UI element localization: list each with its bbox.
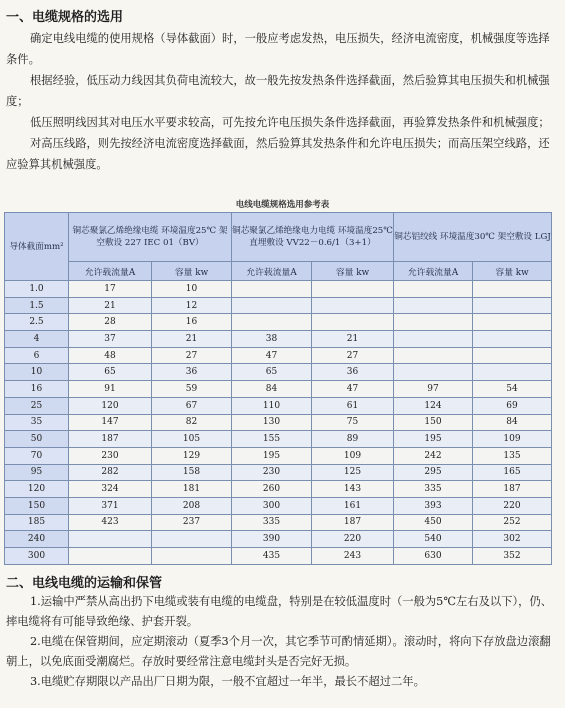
table-cell: 155	[232, 431, 312, 448]
table-row	[5, 514, 552, 531]
table-cell: 423	[69, 514, 152, 531]
table-cell	[473, 297, 552, 314]
subheader-current: 允许载流量A	[69, 262, 152, 281]
table-cell: 390	[232, 531, 312, 548]
table-cell: 242	[394, 447, 473, 464]
subheader-capacity: 容量 kw	[473, 262, 552, 281]
table-cell: 450	[394, 514, 473, 531]
table-cell: 120	[69, 397, 152, 414]
cable-spec-table	[4, 212, 552, 565]
table-cell: 54	[473, 381, 552, 398]
table-row	[5, 314, 552, 331]
table-cell: 10	[152, 281, 232, 298]
table-cell: 21	[69, 297, 152, 314]
table-cell: 165	[473, 464, 552, 481]
table-row	[5, 531, 552, 548]
table-cell: 37	[69, 331, 152, 348]
table-row	[5, 364, 552, 381]
table-row	[5, 431, 552, 448]
table-cell	[232, 297, 312, 314]
cell-section: 95	[5, 464, 69, 481]
table-row	[5, 464, 552, 481]
subheader-capacity: 容量 kw	[152, 262, 232, 281]
table-cell: 195	[394, 431, 473, 448]
table-cell	[473, 347, 552, 364]
cell-section: 6	[5, 347, 69, 364]
table-cell: 335	[232, 514, 312, 531]
table-cell	[232, 281, 312, 298]
section1-heading: 一、电缆规格的选用	[6, 10, 124, 25]
table-cell: 109	[312, 447, 394, 464]
section2-paragraph-2: 2.电缆在保管期间，应定期滚动（夏季3个月一次，其它季节可酌情延期）。滚动时，将向下存放盘边滚翻朝上，以免底面受潮腐烂。存放时要经常注意电缆封头是否完好无损。	[6, 635, 551, 668]
table-cell: 187	[69, 431, 152, 448]
table-row	[5, 297, 552, 314]
table-cell: 16	[152, 314, 232, 331]
table-cell: 48	[69, 347, 152, 364]
table-cell: 12	[152, 297, 232, 314]
table-cell	[473, 331, 552, 348]
table-cell: 84	[473, 414, 552, 431]
header-group-vv22: 铜芯聚氯乙烯绝缘电力电缆 环境温度25℃ 直埋敷设 VV22－0.6/1（3+1）	[232, 213, 394, 262]
table-cell: 129	[152, 447, 232, 464]
table-cell: 161	[312, 497, 394, 514]
table-cell: 59	[152, 381, 232, 398]
table-cell: 110	[232, 397, 312, 414]
table-row	[5, 347, 552, 364]
table-cell: 124	[394, 397, 473, 414]
table-cell: 105	[152, 431, 232, 448]
table-cell	[312, 281, 394, 298]
table-cell: 125	[312, 464, 394, 481]
table-cell: 243	[312, 548, 394, 565]
table-cell: 324	[69, 481, 152, 498]
cell-section: 1.5	[5, 297, 69, 314]
table-cell	[152, 531, 232, 548]
table-cell: 300	[232, 497, 312, 514]
table-cell: 150	[394, 414, 473, 431]
table-cell: 82	[152, 414, 232, 431]
table-cell: 220	[473, 497, 552, 514]
table-cell	[473, 281, 552, 298]
header-group-bv: 铜芯聚氯乙烯绝缘电缆 环境温度25℃ 架空敷设 227 IEC 01（BV）	[69, 213, 232, 262]
section1-paragraph-2: 根据经验，低压动力线因其负荷电流较大，故一般先按发热条件选择截面，然后验算其电压损失和机械强度；	[6, 74, 550, 108]
cell-section: 16	[5, 381, 69, 398]
subheader-current: 允许载流量A	[232, 262, 312, 281]
cell-section: 35	[5, 414, 69, 431]
table-cell: 260	[232, 481, 312, 498]
table-cell: 47	[312, 381, 394, 398]
section1-paragraph-1: 确定电线电缆的使用规格（导体截面）时，一般应考虑发热，电压损失，经济电流密度，机械强度等选择条件。	[6, 32, 550, 66]
header-conductor-section: 导体截面mm²	[5, 213, 69, 281]
table-cell: 36	[152, 364, 232, 381]
table-cell: 302	[473, 531, 552, 548]
table-cell: 65	[69, 364, 152, 381]
table-cell: 435	[232, 548, 312, 565]
table-cell: 97	[394, 381, 473, 398]
cell-section: 185	[5, 514, 69, 531]
table-cell: 36	[312, 364, 394, 381]
table-cell: 17	[69, 281, 152, 298]
table-row	[5, 281, 552, 298]
table-cell: 630	[394, 548, 473, 565]
table-cell: 21	[152, 331, 232, 348]
table-cell: 67	[152, 397, 232, 414]
table-cell: 109	[473, 431, 552, 448]
cell-section: 300	[5, 548, 69, 565]
table-row	[5, 414, 552, 431]
table-cell: 65	[232, 364, 312, 381]
cell-section: 4	[5, 331, 69, 348]
table-cell: 61	[312, 397, 394, 414]
table-caption: 电线电缆规格选用参考表	[235, 200, 330, 210]
table-cell: 187	[312, 514, 394, 531]
table-cell: 27	[312, 347, 394, 364]
table-cell: 147	[69, 414, 152, 431]
table-cell: 393	[394, 497, 473, 514]
table-cell	[69, 548, 152, 565]
section1-body	[6, 28, 554, 175]
table-cell: 69	[473, 397, 552, 414]
table-cell: 540	[394, 531, 473, 548]
table-cell	[394, 364, 473, 381]
table-body	[5, 281, 552, 565]
table-cell: 195	[232, 447, 312, 464]
table-cell: 89	[312, 431, 394, 448]
table-cell: 208	[152, 497, 232, 514]
table-cell: 220	[312, 531, 394, 548]
table-cell: 27	[152, 347, 232, 364]
table-cell	[394, 347, 473, 364]
cell-section: 120	[5, 481, 69, 498]
table-cell: 158	[152, 464, 232, 481]
table-cell: 143	[312, 481, 394, 498]
table-cell: 130	[232, 414, 312, 431]
table-cell	[473, 314, 552, 331]
table-cell: 84	[232, 381, 312, 398]
table-cell	[394, 331, 473, 348]
table-cell: 352	[473, 548, 552, 565]
table-cell	[394, 281, 473, 298]
table-cell: 237	[152, 514, 232, 531]
table-cell	[394, 297, 473, 314]
table-row	[5, 381, 552, 398]
table-cell	[69, 531, 152, 548]
section2-heading: 二、电线电缆的运输和保管	[6, 576, 163, 591]
table-row	[5, 447, 552, 464]
table-cell: 335	[394, 481, 473, 498]
section2-body	[6, 592, 554, 692]
table-cell: 230	[232, 464, 312, 481]
subheader-capacity: 容量 kw	[312, 262, 394, 281]
table-cell: 371	[69, 497, 152, 514]
table-row	[5, 548, 552, 565]
table-cell: 187	[473, 481, 552, 498]
section2-paragraph-3: 3.电缆贮存期限以产品出厂日期为限，一般不宜超过一年半，最长不超过二年。	[30, 675, 425, 688]
table-cell: 47	[232, 347, 312, 364]
table-cell: 252	[473, 514, 552, 531]
cell-section: 2.5	[5, 314, 69, 331]
table-row	[5, 497, 552, 514]
table-cell: 135	[473, 447, 552, 464]
table-cell: 295	[394, 464, 473, 481]
cell-section: 1.0	[5, 281, 69, 298]
header-group-lgj: 铜芯铝绞线 环境温度30℃ 架空敷设 LGJ	[394, 213, 552, 262]
cell-section: 150	[5, 497, 69, 514]
table-cell: 38	[232, 331, 312, 348]
table-cell: 21	[312, 331, 394, 348]
table-cell: 282	[69, 464, 152, 481]
cell-section: 70	[5, 447, 69, 464]
table-cell: 75	[312, 414, 394, 431]
cell-section: 25	[5, 397, 69, 414]
table-cell: 91	[69, 381, 152, 398]
cell-section: 240	[5, 531, 69, 548]
section1-paragraph-4: 对高压线路，则先按经济电流密度选择截面，然后验算其发热条件和允许电压损失；而高压架空线路，还应验算其机械强度。	[6, 137, 550, 171]
cell-section: 50	[5, 431, 69, 448]
table-cell	[312, 297, 394, 314]
cell-section: 10	[5, 364, 69, 381]
section2-paragraph-1: 1.运输中严禁从高出扔下电缆或装有电缆的电缆盘，特别是在较低温度时（一般为5℃左右及以下），仍、摔电缆将有可能导致绝缘、护套开裂。	[6, 595, 553, 628]
table-cell	[152, 548, 232, 565]
table-cell: 28	[69, 314, 152, 331]
table-cell	[473, 364, 552, 381]
table-cell	[312, 314, 394, 331]
table-cell: 181	[152, 481, 232, 498]
subheader-current: 允许载流量A	[394, 262, 473, 281]
table-cell	[232, 314, 312, 331]
table-cell	[394, 314, 473, 331]
section1-paragraph-3: 低压照明线因其对电压水平要求较高，可先按允许电压损失条件选择截面，再验算发热条件和机械强度；	[30, 116, 550, 129]
table-row	[5, 331, 552, 348]
table-cell: 230	[69, 447, 152, 464]
table-row	[5, 481, 552, 498]
table-row	[5, 397, 552, 414]
